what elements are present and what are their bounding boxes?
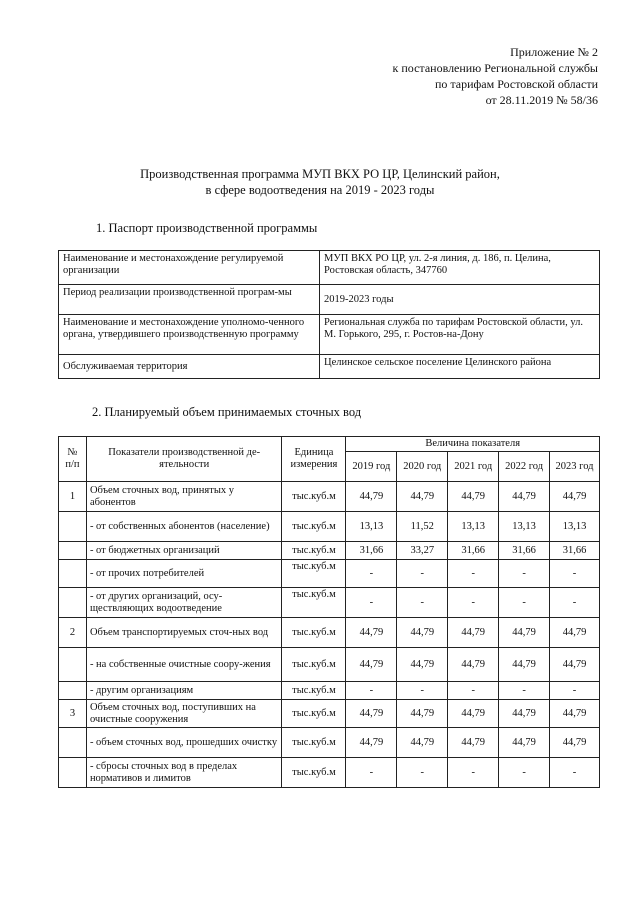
- row-value: 31,66: [346, 542, 397, 560]
- passport-label: Период реализации производственной програм-мы: [59, 285, 320, 315]
- row-value: -: [550, 588, 600, 618]
- row-unit: тыс.куб.м: [282, 512, 346, 542]
- appendix-line-1: Приложение № 2: [510, 45, 598, 59]
- row-unit: тыс.куб.м: [282, 758, 346, 788]
- row-number: [59, 588, 87, 618]
- row-value: 13,13: [550, 512, 600, 542]
- row-value: 44,79: [346, 648, 397, 682]
- header-year: 2019 год: [346, 452, 397, 482]
- row-unit: тыс.куб.м: [282, 728, 346, 758]
- table-row: [59, 728, 600, 758]
- passport-row: [59, 251, 600, 285]
- row-value: -: [346, 758, 397, 788]
- row-value: -: [550, 758, 600, 788]
- row-value: 44,79: [499, 618, 550, 648]
- row-indicator: - от других организаций, осу-ществляющих водоотведение: [86, 588, 282, 618]
- passport-row: [59, 315, 600, 355]
- row-value: -: [397, 560, 448, 588]
- row-value: 44,79: [346, 728, 397, 758]
- row-unit: тыс.куб.м: [282, 542, 346, 560]
- passport-row: [59, 355, 600, 379]
- row-value: -: [448, 682, 499, 700]
- table-row: [59, 482, 600, 512]
- row-value: -: [397, 758, 448, 788]
- row-indicator: - от бюджетных организаций: [86, 542, 282, 560]
- row-value: 44,79: [550, 648, 600, 682]
- row-value: -: [448, 560, 499, 588]
- row-value: 44,79: [346, 618, 397, 648]
- row-unit: тыс.куб.м: [282, 618, 346, 648]
- table-row: [59, 560, 600, 588]
- row-value: -: [499, 588, 550, 618]
- row-value: 44,79: [397, 700, 448, 728]
- row-number: 2: [59, 618, 87, 648]
- row-value: -: [346, 682, 397, 700]
- header-value-group: Величина показателя: [346, 437, 600, 452]
- row-indicator: - объем сточных вод, прошедших очистку: [86, 728, 282, 758]
- table-row: [59, 542, 600, 560]
- row-value: 44,79: [499, 700, 550, 728]
- row-value: 44,79: [397, 648, 448, 682]
- row-value: 44,79: [550, 618, 600, 648]
- row-indicator: - другим организациям: [86, 682, 282, 700]
- row-number: [59, 682, 87, 700]
- row-value: 44,79: [499, 482, 550, 512]
- row-value: 44,79: [346, 700, 397, 728]
- row-number: [59, 758, 87, 788]
- row-value: 31,66: [499, 542, 550, 560]
- row-unit: тыс.куб.м: [282, 482, 346, 512]
- title-line-1: Производственная программа МУП ВКХ РО ЦР, Целинский район,: [140, 167, 500, 181]
- table-row: [59, 700, 600, 728]
- passport-label: Наименование и местонахождение регулируемой организации: [59, 251, 320, 285]
- passport-value: Целинское сельское поселение Целинского района: [320, 355, 600, 379]
- section-2-heading: 2. Планируемый объем принимаемых сточных вод: [92, 405, 362, 419]
- row-number: [59, 648, 87, 682]
- row-value: -: [550, 682, 600, 700]
- row-value: 44,79: [499, 728, 550, 758]
- row-value: -: [499, 682, 550, 700]
- row-value: -: [499, 560, 550, 588]
- row-value: 44,79: [550, 700, 600, 728]
- wastewater-volume-table: [58, 436, 600, 788]
- row-value: 31,66: [448, 542, 499, 560]
- row-indicator: Объем сточных вод, принятых у абонентов: [86, 482, 282, 512]
- table-row: [59, 758, 600, 788]
- table-row: [59, 682, 600, 700]
- row-value: 44,79: [397, 728, 448, 758]
- row-value: -: [397, 588, 448, 618]
- header-year: 2023 год: [550, 452, 600, 482]
- appendix-line-2: к постановлению Региональной службы: [392, 61, 598, 75]
- row-value: 13,13: [448, 512, 499, 542]
- appendix-note: [393, 44, 598, 108]
- row-value: 44,79: [346, 482, 397, 512]
- row-value: 44,79: [550, 728, 600, 758]
- table-row: [59, 512, 600, 542]
- row-number: [59, 542, 87, 560]
- row-indicator: - сбросы сточных вод в пределах нормативов и лимитов: [86, 758, 282, 788]
- row-value: 33,27: [397, 542, 448, 560]
- row-unit: тыс.куб.м: [282, 682, 346, 700]
- row-value: 44,79: [397, 618, 448, 648]
- row-number: [59, 560, 87, 588]
- row-value: -: [448, 758, 499, 788]
- title-line-2: в сфере водоотведения на 2019 - 2023 годы: [205, 183, 435, 197]
- row-indicator: - от прочих потребителей: [86, 560, 282, 588]
- row-value: -: [346, 588, 397, 618]
- row-value: 44,79: [499, 648, 550, 682]
- header-unit: Единица измерения: [282, 437, 346, 482]
- row-value: 44,79: [448, 700, 499, 728]
- table-row: [59, 618, 600, 648]
- header-num: № п/п: [59, 437, 87, 482]
- passport-value: Региональная служба по тарифам Ростовской области, ул. М. Горького, 295, г. Ростов-на-Дону: [320, 315, 600, 355]
- passport-table: [58, 250, 600, 379]
- appendix-line-3: по тарифам Ростовской области: [434, 77, 598, 91]
- row-indicator: - на собственные очистные соору-жения: [86, 648, 282, 682]
- header-year: 2022 год: [499, 452, 550, 482]
- passport-row: [59, 285, 600, 315]
- row-indicator: - от собственных абонентов (население): [86, 512, 282, 542]
- row-number: 1: [59, 482, 87, 512]
- passport-value: МУП ВКХ РО ЦР, ул. 2-я линия, д. 186, п. Целина, Ростовская область, 347760: [320, 251, 600, 285]
- table-row: [59, 588, 600, 618]
- header-year: 2021 год: [448, 452, 499, 482]
- row-value: -: [448, 588, 499, 618]
- row-value: -: [499, 758, 550, 788]
- row-value: -: [346, 560, 397, 588]
- row-value: 44,79: [397, 482, 448, 512]
- row-unit: тыс.куб.м: [282, 588, 346, 618]
- document-title: [0, 166, 640, 198]
- row-value: 11,52: [397, 512, 448, 542]
- table-row: [59, 648, 600, 682]
- row-value: 44,79: [448, 482, 499, 512]
- row-unit: тыс.куб.м: [282, 560, 346, 588]
- row-value: 44,79: [448, 728, 499, 758]
- row-value: 44,79: [448, 648, 499, 682]
- appendix-line-4: от 28.11.2019 № 58/36: [485, 93, 598, 107]
- row-indicator: Объем транспортируемых сточ-ных вод: [86, 618, 282, 648]
- passport-value: 2019-2023 годы: [320, 285, 600, 315]
- row-number: [59, 728, 87, 758]
- row-unit: тыс.куб.м: [282, 648, 346, 682]
- row-unit: тыс.куб.м: [282, 700, 346, 728]
- header-indicator: Показатели производственной де-ятельности: [86, 437, 282, 482]
- row-number: [59, 512, 87, 542]
- section-1-heading: 1. Паспорт производственной программы: [96, 221, 318, 235]
- row-value: -: [397, 682, 448, 700]
- passport-label: Наименование и местонахождение уполномо-ченного органа, утвердившего производственную программу: [59, 315, 320, 355]
- row-value: 13,13: [499, 512, 550, 542]
- row-value: 31,66: [550, 542, 600, 560]
- passport-label: Обслуживаемая территория: [59, 355, 320, 379]
- row-value: -: [550, 560, 600, 588]
- row-value: 44,79: [448, 618, 499, 648]
- row-value: 44,79: [550, 482, 600, 512]
- header-year: 2020 год: [397, 452, 448, 482]
- row-value: 13,13: [346, 512, 397, 542]
- row-number: 3: [59, 700, 87, 728]
- row-indicator: Объем сточных вод, поступивших на очистные сооружения: [86, 700, 282, 728]
